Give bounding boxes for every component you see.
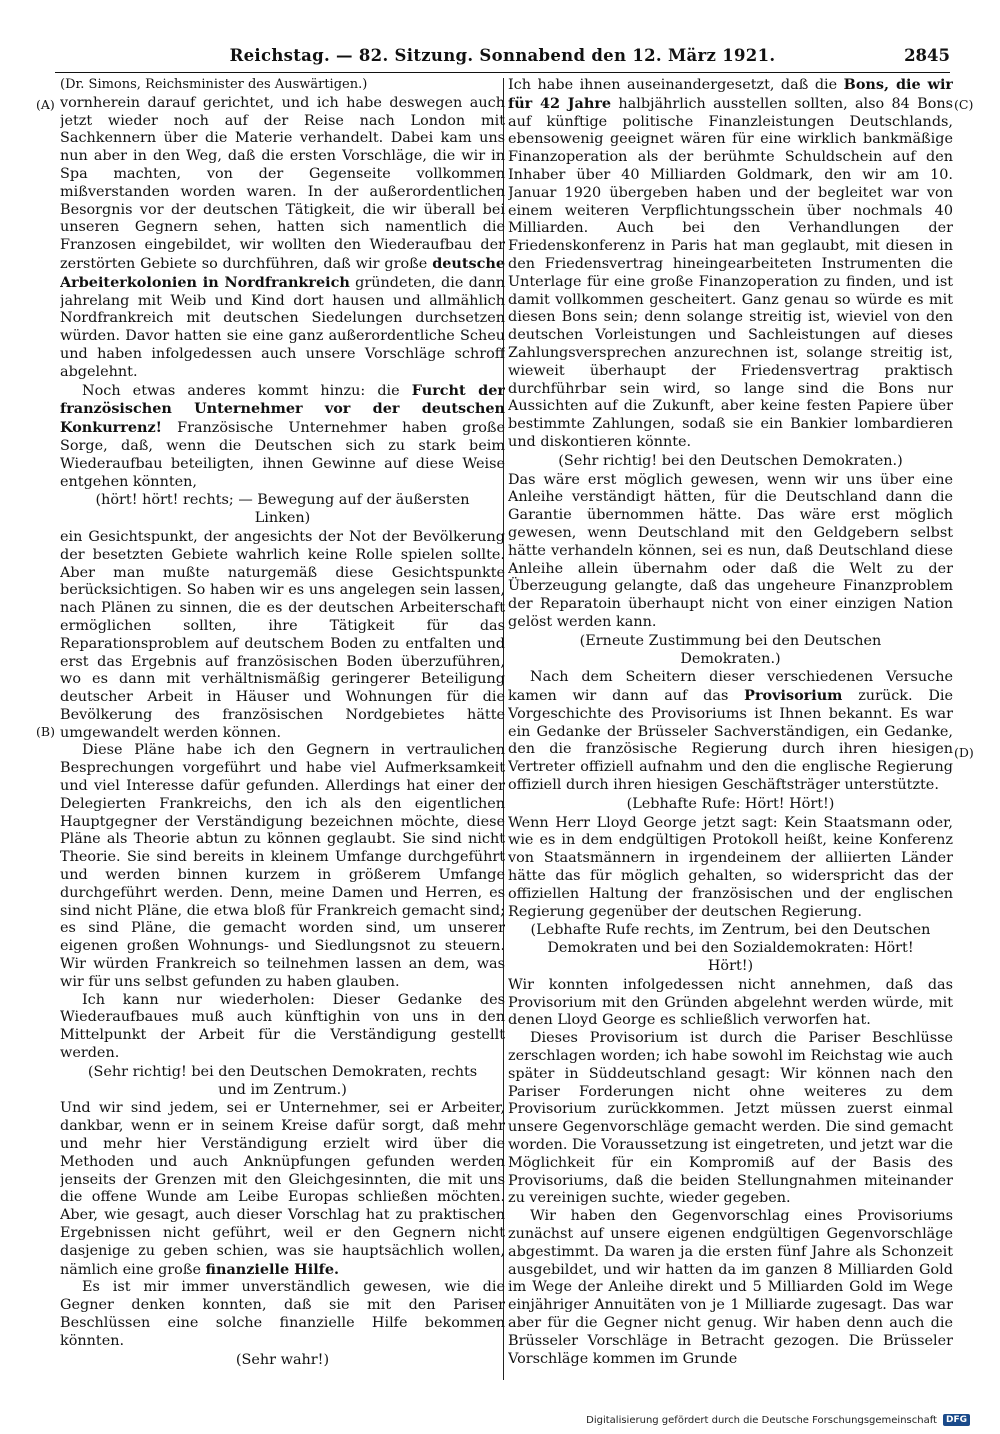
emphasis: deutsche Arbeiterkolonien in Nordfrankreich: [60, 254, 505, 291]
page-header: [55, 46, 950, 73]
dfg-logo: DFG: [943, 1414, 970, 1426]
emphasis: Furcht der französischen Unternehmer vor der deutschen Konkurrenz!: [60, 381, 505, 437]
margin-marker-a: (A): [36, 97, 55, 112]
reaction: (Sehr richtig! bei den Deutschen Demokraten, rechts und im Zentrum.): [87, 1063, 478, 1098]
right-column: [508, 76, 953, 1381]
margin-marker-c: (C): [954, 97, 974, 112]
page-number: 2845: [904, 46, 950, 65]
paragraph: Wir konnten infolgedessen nicht annehmen, daß das Provisorium mit den Gründen abgelehnt werden würde, mit denen Lloyd George es schließlich verworfen hat.: [508, 976, 953, 1029]
paragraph: Nach dem Scheitern dieser verschiedenen Versuche kamen wir dann auf das Provisorium zurück. Die Vorgeschichte des Provisoriums ist Ihnen bekannt. Es war ein Gedanke der Brüsseler Sachverständigen, ein Gedanke, den die französische Regierung durch ihren hiesigen Vertreter offiziell aufnahm und den die englische Regierung offiziell durch ihren hiesigen Geschäftsträger unterstützte.: [508, 669, 953, 794]
emphasis: Provisorium: [744, 687, 843, 705]
paragraph: Noch etwas anderes kommt hinzu: die Furcht der französischen Unternehmer vor der deutschen Konkurrenz! Französische Unternehmer haben große Sorge, daß, wenn die Deutschen sich zu stark beim Wiederaufbau beteiligten, ihnen Gewinne auf diese Weise entgehen könnten,: [60, 381, 505, 490]
reaction: (Lebhafte Rufe rechts, im Zentrum, bei den Deutschen Demokraten und bei den Sozialdemokraten: Hört! Hört!): [530, 922, 931, 975]
paragraph: Ich kann nur wiederholen: Dieser Gedanke des Wiederaufbaues muß auch künftighin von uns in den Mittelpunkt der Arbeit für die Verständigung gestellt werden.: [60, 991, 505, 1062]
running-title: Reichstag. — 82. Sitzung. Sonnabend den 12. März 1921.: [229, 46, 776, 65]
paragraph: Wir haben den Gegenvorschlag eines Provisoriums zunächst auf unsere eigenen endgültigen Gegenvorschläge abgestimmt. Da waren ja die ersten fünf Jahre als Schonzeit ausgebildet, und wir hatten da im ganzen 8 Milliarden Gold im Wege der Anleihe direkt und 5 Milliarden Gold im Wege einjähriger Annuitäten von je 1 Milliarde zugesagt. Das war aber für die Gegner nicht genug. Wir haben denn auch die Brüsseler Vorschläge in Betracht gezogen. Die Brüsseler Vorschläge kommen im Grunde: [508, 1208, 953, 1367]
emphasis: Bons, die wir für 42 Jahre: [508, 76, 953, 112]
paragraph: Diese Pläne habe ich den Gegnern in vertraulichen Besprechungen vorgeführt und habe viel Aufmerksamkeit und viel Interesse dafür gefunden. Allerdings hat einer der Delegierten Frankreichs, den ich als den eigentlichen Hauptgegner der Verständigung bezeichnen möchte, diese Pläne als Theorie abtun zu können geglaubt. Sie sind nicht Theorie. Sie sind bereits in kleinem Umfange durchgeführt und werden binnen kurzem in größerem Umfange durchgeführt werden. Denn, meine Damen und Herren, es sind nicht Pläne, die etwa bloß für Frankreich gemacht sind; es sind Pläne, die gemacht worden sind, um unserer eigenen großen Wohnungs- und Siedlungsnot zu steuern. Wir würden Frankreich so teilnehmen lassen an dem, was wir für uns selbst gefunden zu haben glauben.: [60, 742, 505, 990]
paragraph: Und wir sind jedem, sei er Unternehmer, sei er Arbeiter, dankbar, wenn er in seinem Kreise dafür sorgt, daß mehr und mehr hier Verständigung erzielt wird über die Methoden und auch Anknüpfungen gefunden werden jenseits der Grenzen mit den Gleichgesinnten, die mit uns die offene Wunde am Leibe Europas schließen möchten. Aber, wie gesagt, auch dieser Vorschlag hat zu praktischen Ergebnissen nicht geführt, weil er den Gegnern nicht dasjenige zu geben schien, was sie hauptsächlich wollen, nämlich eine große finanzielle Hilfe.: [60, 1100, 505, 1278]
reaction: (Sehr richtig! bei den Deutschen Demokraten.): [558, 452, 903, 469]
paragraph: Es ist mir immer unverständlich gewesen, wie die Gegner denken konnten, daß sie mit den Pariser Beschlüssen eine solche finanzielle Hilfe bekommen könnten.: [60, 1279, 505, 1349]
credit-text: Digitalisierung gefördert durch die Deutsche Forschungsgemeinschaft: [586, 1414, 937, 1426]
reaction: (Lebhafte Rufe: Hört! Hört!): [626, 795, 835, 812]
speaker-line: (Dr. Simons, Reichsminister des Auswärtigen.): [60, 77, 368, 92]
reaction: (Erneute Zustimmung bei den Deutschen Demokraten.): [579, 632, 882, 667]
paragraph: Wenn Herr Lloyd George jetzt sagt: Kein Staatsmann oder, wie es in dem endgültigen Protokoll heißt, keine Konferenz von Staatsmännern in irgendeinem der alliierten Länder hätte das für möglich gehalten, so widerspricht das der offiziellen Haltung der französischen und der englischen Regierung gegenüber der deutschen Regierung.: [508, 814, 953, 920]
margin-marker-b: (B): [36, 724, 55, 739]
left-column: [60, 76, 505, 1381]
reaction: (Sehr wahr!): [235, 1351, 330, 1368]
paragraph: Dieses Provisorium ist durch die Pariser Beschlüsse zerschlagen worden; ich habe sowohl im Reichstag wie auch später in Süddeutschland gesagt: Wir können nach den Pariser Forderungen nicht ohne weiteres zu dem Provisorium zurückkommen. Jetzt müssen zuerst einmal unsere Gegenvorschläge gemacht werden. Die sind gemacht worden. Die Voraussetzung ist eingetreten, und jetzt war die Möglichkeit für ein Kompromiß auf der Basis des Provisoriums, daß die beiden Stellungnahmen miteinander zu vereinigen suchte, wieder gegeben.: [508, 1030, 953, 1207]
paragraph: Ich habe ihnen auseinandergesetzt, daß die Bons, die wir für 42 Jahre halbjährlich ausstellen sollten, also 84 Bons auf künftige politische Finanzleistungen Deutschlands, ebensowenig geeignet wären für eine wirklich bankmäßige Finanzoperation als der berühmte Schuldschein auf den Inhaber über 40 Milliarden Goldmark, den wir am 10. Januar 1920 übergeben haben und der begleitet war von einem weiteren Verpflichtungsschein über nochmals 40 Milliarden. Auch bei den Verhandlungen der Friedenskonferenz in Paris hat man geglaubt, mit diesen in den Friedensvertrag hineingearbeiteten Instrumenten die Unterlage für eine große Finanzoperation zu finden, und ist damit vollkommen gescheitert. Ganz genau so würde es mit diesen Bons sein; denn solange streitig ist, wieviel von den deutschen Vorleistungen und Sachleistungen auf dieses Zahlungsversprechen anzurechnen ist, solange streitig ist, wieweit überhaupt der Friedensvertrag praktisch durchführbar sein wird, so lange sind die Bons nur Aussichten auf die Zukunft, aber keine festen Papiere über bestimmte Zahlungen, sodaß sie ein Bankier lombardieren und diskontieren könnte.: [508, 76, 953, 450]
margin-marker-d: (D): [954, 745, 974, 760]
emphasis: finanzielle Hilfe.: [205, 1260, 340, 1278]
paragraph: vornherein darauf gerichtet, und ich habe deswegen auch jetzt wieder noch auf der Reise nach London mit Sachkennern über die Materie verhandelt. Dabei kam uns nun aber in den Weg, daß die ersten Vorschläge, die wir in Spa machten, von der Gegenseite vollkommen mißverstanden worden waren. In der außerordentlichen Besorgnis vor der deutschen Tätigkeit, die wir überall bei unseren Gegnern sehen, hatten sich namentlich die Franzosen eingebildet, wir wollten den Wiederaufbau der zerstörten Gebiete so durchführen, daß wir große deutsche Arbeiterkolonien in Nordfrankreich gründeten, die dann jahrelang mit Weib und Kind dort hausen und allmählich Nordfrankreich mit deutschen Siedelungen durchsetzen würden. Davor hatten sie eine ganz außerordentliche Scheu und haben infolgedessen auch unsere Vorschläge schroff abgelehnt.: [60, 94, 505, 380]
paragraph: ein Gesichtspunkt, der angesichts der Not der Bevölkerung der besetzten Gebiete wahrlich keine Rolle spielen sollte. Aber man mußte naturgemäß diese Gesichtspunkte berücksichtigen. So haben wir es uns angelegen sein lassen, nach Plänen zu sinnen, die es der deutschen Arbeiterschaft ermöglichen sollten, ihre Tätigkeit für das Reparationsproblem auf deutschem Boden zu entfalten und erst das Ergebnis auf französischen Boden überzuführen, wo es dann mit verhältnismäßig geringerer Beteiligung deutscher Arbeit in Häuser und Wohnungen für die Bevölkerung des französischen Nordgebietes hätte umgewandelt werden können.: [60, 528, 505, 741]
paragraph: Das wäre erst möglich gewesen, wenn wir uns über eine Anleihe verständigt hätten, für die Deutschland dann die Garantie übernommen hätte. Das wäre erst möglich gewesen, wenn Deutschland mit den Geldgebern selbst hätte verhandeln können, sei es nun, daß Deutschland diese Anleihe allein übernahm oder daß die Welt zu der Überzeugung gelangte, daß das ungeheure Finanzproblem der Reparatoin überhaupt nicht von einer einzigen Nation gelöst werden kann.: [508, 471, 953, 630]
digitization-credit: [586, 1414, 970, 1426]
reaction: (hört! hört! rechts; — Bewegung auf der äußersten Linken): [95, 492, 470, 527]
